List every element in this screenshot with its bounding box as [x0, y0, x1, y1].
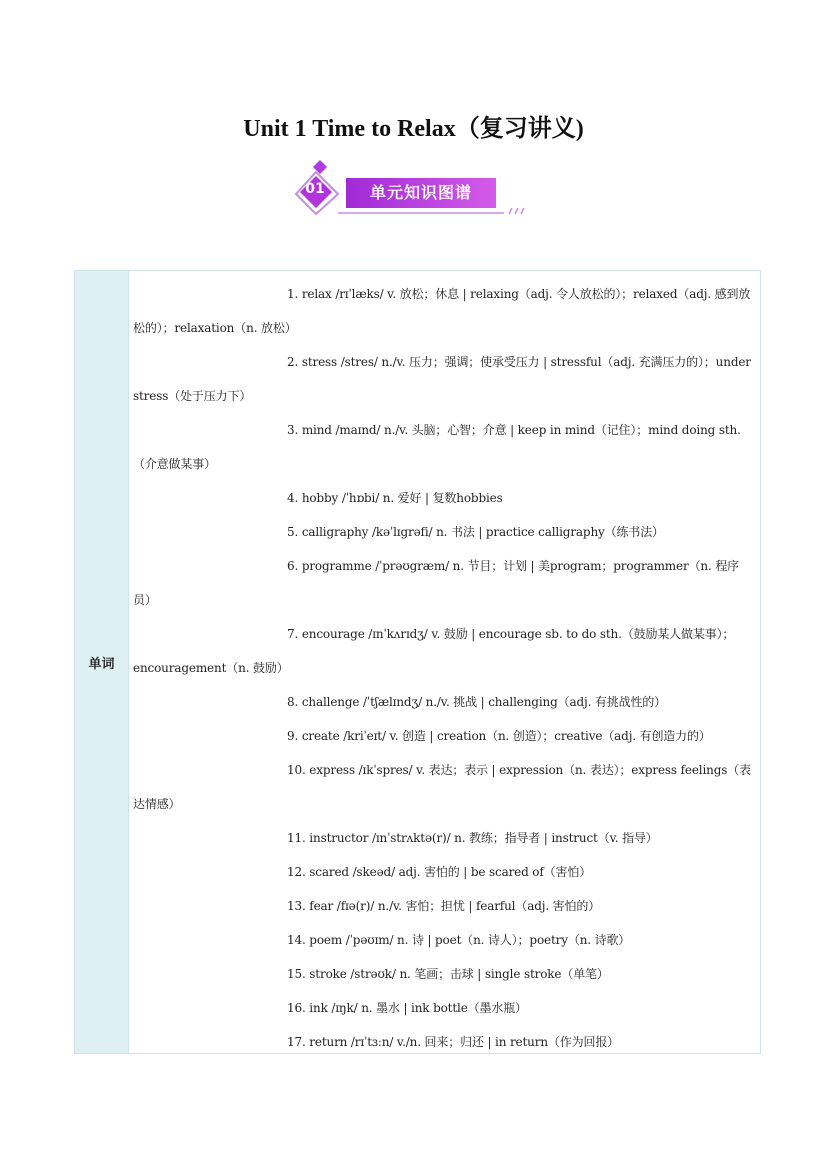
section-cell [75, 271, 129, 1053]
vocab-entry: 5. calligraphy /kəˈlɪgrəfi/ n. 书法 | practice calligraphy（练书法） [287, 525, 664, 539]
section-banner [294, 158, 534, 218]
vocab-entry: 3. mind /maɪnd/ n./v. 头脑；心智；介意 | keep in mind（记住）；mind doing sth.（介意做某事） [133, 423, 741, 471]
banner-label: 单元知识图谱 [369, 183, 472, 202]
section-label: 单词 [88, 656, 115, 672]
vocab-entry: 7. encourage /ɪnˈkʌrɪdʒ/ v. 鼓励 | encourage sb. to do sth.（鼓励某人做某事）；encouragement（n. 鼓励） [133, 627, 735, 675]
page-title: Unit 1 Time to Relax（复习讲义) [243, 116, 584, 142]
entries-cell [129, 271, 760, 1053]
vocabulary-table [74, 270, 761, 1054]
vocab-entry: 2. stress /stres/ n./v. 压力；强调；使承受压力 | stressful（adj. 充满压力的）；under stress（处于压力下） [133, 355, 751, 403]
banner-number: 01 [305, 181, 325, 197]
vocab-entry: 12. scared /skeəd/ adj. 害怕的 | be scared of（害怕） [287, 865, 592, 879]
vocab-entry: 17. return /rɪˈtɜːn/ v./n. 回来；归还 | in return（作为回报） [287, 1035, 620, 1049]
vocab-entry: 8. challenge /ˈtʃælɪndʒ/ n./v. 挑战 | challenging（adj. 有挑战性的） [287, 695, 667, 709]
vocab-entry: 15. stroke /strəʊk/ n. 笔画；击球 | single stroke（单笔） [287, 967, 609, 981]
vocab-entry: 1. relax /rɪˈlæks/ v. 放松；休息 | relaxing（adj. 令人放松的）；relaxed（adj. 感到放松的）；relaxation（n. 放松） [133, 287, 751, 335]
vocab-entry: 9. create /kriˈeɪt/ v. 创造 | creation（n. 创造）；creative（adj. 有创造力的） [287, 729, 711, 743]
vocab-entry: 10. express /ɪkˈspres/ v. 表达；表示 | expression（n. 表达）；express feelings（表达情感） [133, 763, 751, 811]
vocab-entry: 16. ink /ɪŋk/ n. 墨水 | ink bottle（墨水瓶） [287, 1001, 527, 1015]
vocab-entry: 11. instructor /ɪnˈstrʌktə(r)/ n. 教练；指导者 | instruct（v. 指导） [287, 831, 658, 845]
vocab-entry: 13. fear /fɪə(r)/ n./v. 害怕；担忧 | fearful（adj. 害怕的） [287, 899, 601, 913]
vocab-entry: 6. programme /ˈprəʊgræm/ n. 节目；计划 | 美program；programmer（n. 程序员） [133, 559, 740, 607]
vocab-entry: 4. hobby /ˈhɒbi/ n. 爱好 | 复数hobbies [287, 491, 503, 505]
vocab-entry: 14. poem /ˈpəʊɪm/ n. 诗 | poet（n. 诗人）；poetry（n. 诗歌） [287, 933, 631, 947]
